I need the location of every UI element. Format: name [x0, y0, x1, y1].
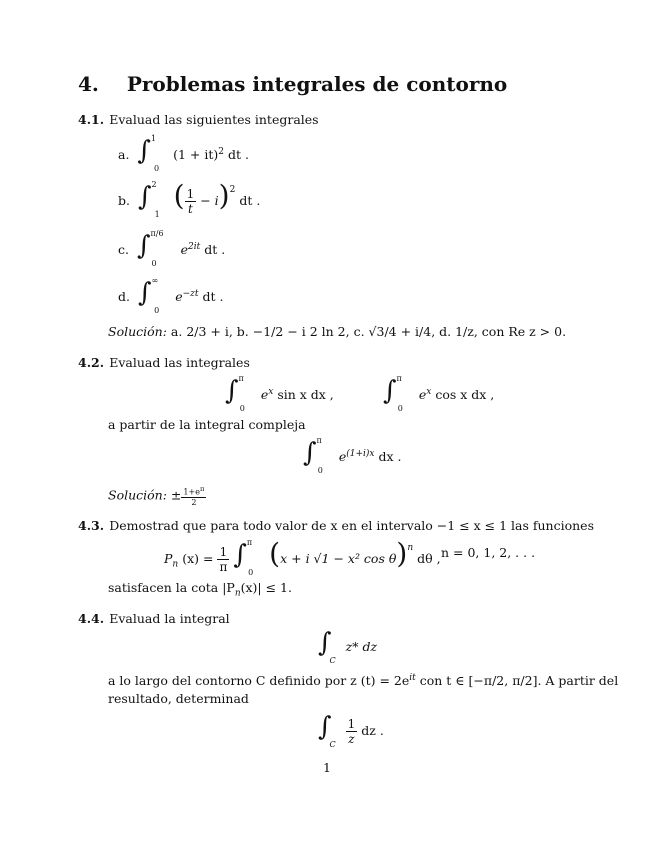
problem-number: 4.3. [78, 518, 105, 533]
exponent: it [409, 673, 416, 683]
upper-limit: 2 [151, 180, 157, 189]
integral-cos [383, 374, 495, 413]
exponent: (1+i)x [346, 448, 375, 459]
upper-limit: ∞ [151, 276, 159, 285]
page-number: 1 [323, 760, 331, 775]
section-heading [78, 72, 507, 96]
lower-limit: 0 [317, 466, 323, 475]
differential: dz . [361, 723, 384, 738]
open-paren: ( [173, 179, 185, 212]
close-paren: ) [218, 179, 230, 212]
lower-limit: 0 [248, 568, 254, 577]
integral-sin [225, 374, 334, 413]
lhs-subscript: n [172, 559, 179, 570]
contour-subscript: C [329, 740, 336, 749]
upper-limit: π [396, 374, 402, 383]
base: e [260, 387, 269, 402]
problem-4-4-text2-line1 [108, 673, 618, 688]
denominator: t [188, 202, 193, 216]
differential: dt . [202, 289, 224, 304]
solution-label: Solución: [108, 324, 167, 339]
base: e [175, 289, 183, 304]
exponent: 2it [188, 241, 201, 252]
problem-4-4-heading [78, 608, 230, 627]
differential: dt . [204, 242, 226, 257]
exponent: 2 [218, 146, 224, 157]
differential: dt . [239, 193, 261, 208]
upper-limit: 1 [150, 134, 157, 143]
integrand-body: x + i √1 − x² cos θ [280, 551, 397, 566]
integral-sign: ∫ [136, 231, 151, 261]
exponent: x [426, 386, 432, 397]
integral-sign: ∫ [303, 438, 317, 468]
close-paren: ) [396, 537, 408, 570]
item-a [118, 134, 249, 173]
contour-subscript: C [329, 656, 336, 665]
integrand-rest: cos x dx , [435, 387, 495, 402]
numerator: 1 [347, 717, 356, 731]
upper-limit: π/6 [150, 229, 164, 238]
subscript: n [234, 588, 241, 599]
integrand: z* dz [345, 639, 378, 654]
section-title: Problemas integrales de contorno [126, 72, 508, 96]
base: e [180, 242, 189, 257]
integral-sign: ∫ [137, 278, 152, 308]
problem-4-1-heading [78, 109, 319, 128]
upper-limit: π [316, 436, 322, 445]
integrand: (1 + it) [173, 147, 219, 162]
item-label: c. [118, 242, 129, 257]
problem-text: Evaluad la integral [109, 611, 230, 626]
problem-number: 4.2. [78, 355, 105, 370]
integral-complex [303, 436, 402, 475]
problem-4-3-text2 [108, 580, 292, 599]
lower-limit: 0 [154, 306, 160, 315]
differential: dθ , [417, 551, 441, 566]
exponent: −zt [182, 288, 199, 299]
lower-limit: 0 [239, 404, 245, 413]
problem-number: 4.4. [78, 611, 105, 626]
lower-limit: 0 [397, 404, 403, 413]
base: e [338, 449, 347, 464]
exponent: 2 [229, 184, 236, 195]
problem-4-3-heading [78, 515, 594, 534]
solution-label: Solución: [108, 487, 167, 503]
exponent: π [199, 485, 205, 493]
text-end: (x)| ≤ 1. [240, 580, 292, 595]
section-number: 4. [78, 72, 99, 96]
item-label: d. [118, 289, 130, 304]
integral-sign: ∫ [137, 136, 151, 166]
integral-reciprocal [318, 712, 384, 749]
problem-text: Demostrad que para todo valor de x en el intervalo −1 ≤ x ≤ 1 las funciones [109, 518, 594, 533]
numerator: 1 [186, 187, 195, 201]
fraction [217, 545, 229, 574]
inner-term: − i [200, 193, 219, 208]
lhs: P [164, 551, 173, 566]
problem-number: 4.1. [78, 112, 105, 127]
problem-text: Evaluad las integrales [109, 355, 250, 370]
upper-limit: π [246, 538, 253, 547]
solution-4-1 [108, 324, 566, 339]
item-c [118, 229, 226, 268]
text-start: satisfacen la cota |P [108, 580, 235, 595]
formula-range: n = 0, 1, 2, . . . [441, 545, 536, 560]
fraction [185, 187, 197, 216]
base: e [418, 387, 427, 402]
lower-limit: 0 [154, 164, 160, 173]
lower-limit: 1 [154, 210, 160, 219]
item-d [118, 276, 224, 315]
solution-text: a. 2/3 + i, b. −1/2 − i 2 ln 2, c. √3/4 + i/4, d. 1/z, con Re z > 0. [170, 324, 567, 339]
exponent: x [268, 386, 274, 397]
upper-limit: π [238, 374, 244, 383]
item-label: b. [118, 193, 130, 208]
problem-4-2-heading [78, 352, 250, 371]
integral-sign: ∫ [318, 712, 332, 742]
item-label: a. [118, 147, 130, 162]
lower-limit: 0 [151, 259, 157, 268]
denominator: 2 [191, 497, 197, 507]
numerator: 1 [217, 545, 229, 560]
exponent: n [407, 542, 414, 553]
integrand-rest: sin x dx , [277, 387, 334, 402]
integral-conjugate [318, 628, 378, 665]
formula-pn [164, 537, 441, 577]
integrand-rest: dx . [378, 449, 402, 464]
differential: dt . [227, 147, 249, 162]
solution-fraction [181, 485, 206, 507]
problem-4-2-text2: a partir de la integral compleja [108, 417, 306, 432]
integral-sign: ∫ [137, 182, 152, 212]
denominator: π [219, 560, 228, 574]
integral-sign: ∫ [383, 376, 397, 406]
integral-sign: ∫ [225, 376, 239, 406]
fraction [346, 717, 358, 746]
integral-sign: ∫ [318, 628, 332, 658]
lhs-argument: (x) = [182, 551, 214, 566]
problem-4-4-text2-line2: resultado, determinad [108, 691, 249, 706]
denominator: z [348, 732, 355, 746]
problem-text: Evaluad las siguientes integrales [109, 112, 319, 127]
open-paren: ( [269, 537, 281, 570]
integral-sign: ∫ [233, 540, 247, 570]
plus-minus: ± [170, 487, 182, 503]
text-start: a lo largo del contorno C definido por z (t) = 2e [108, 673, 410, 689]
item-b [118, 179, 261, 219]
solution-4-2 [108, 485, 206, 507]
text-end: con t ∈ [−π/2, π/2]. A partir del [415, 673, 619, 689]
numerator: 1+e [183, 487, 200, 497]
